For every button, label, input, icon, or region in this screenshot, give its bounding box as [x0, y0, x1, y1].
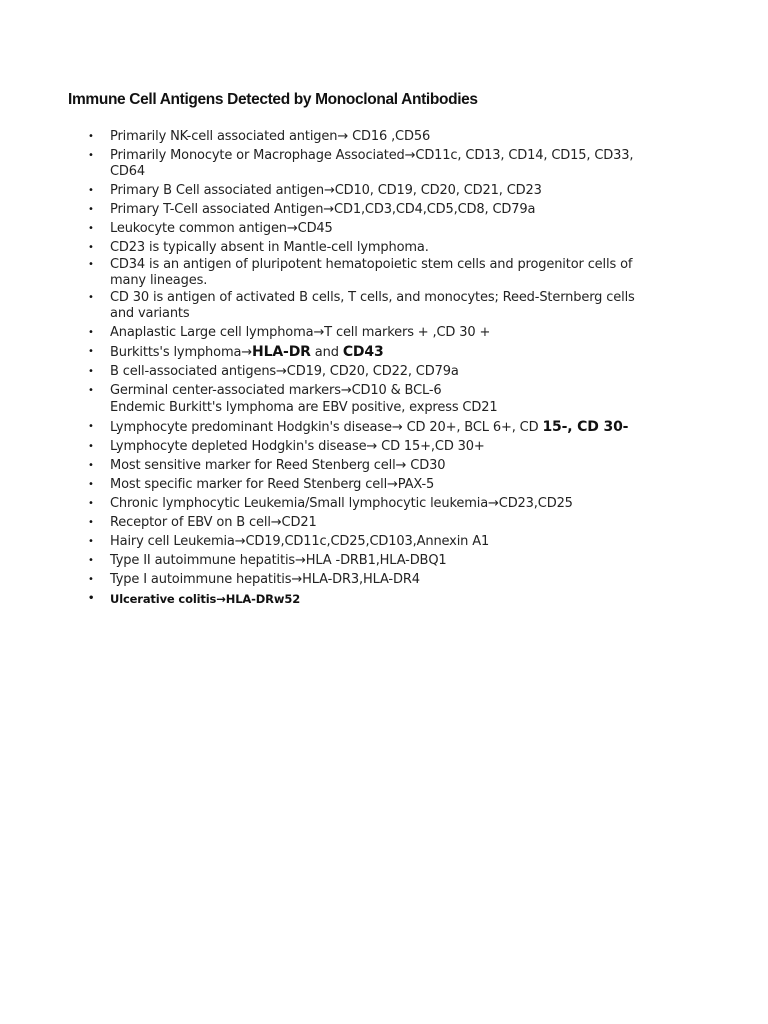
list-item-text: Burkitts's lymphoma→	[110, 345, 253, 360]
bullet-icon: •	[88, 346, 94, 357]
bullet-icon: •	[88, 150, 94, 161]
bullet-icon: •	[88, 259, 94, 270]
bullet-icon: •	[88, 479, 94, 490]
list-item-text: Most specific marker for Reed Stenberg cell→PAX-5	[110, 477, 435, 492]
bullet-icon: •	[88, 242, 94, 253]
bullet-icon: •	[88, 223, 94, 234]
list-item	[0, 591, 658, 607]
list-item	[0, 383, 658, 399]
list-item	[0, 553, 658, 569]
emphasis-text: CD43	[342, 344, 384, 360]
list-item-text: Endemic Burkitt's lymphoma are EBV positive, express CD21	[110, 400, 498, 415]
list-item	[0, 183, 658, 199]
list-item-text: Type I autoimmune hepatitis→HLA-DR3,HLA-DR4	[110, 572, 420, 587]
list-item	[0, 148, 658, 180]
list-item-text: Germinal center-associated markers→CD10 & BCL-6	[110, 383, 442, 398]
list-item-text: CD23 is typically absent in Mantle-cell lymphoma.	[110, 240, 429, 255]
list-item	[0, 257, 658, 289]
list-item-text: Most sensitive marker for Reed Stenberg cell→ CD30	[110, 458, 446, 473]
list-item-text: Lymphocyte predominant Hodgkin's disease→ CD 20+, BCL 6+, CD	[110, 420, 543, 435]
bullet-icon: •	[88, 366, 94, 377]
list-item	[0, 515, 658, 531]
bullet-icon: •	[88, 574, 94, 585]
document-title: Immune Cell Antigens Detected by Monoclonal Antibodies	[68, 91, 478, 108]
bullet-icon: •	[88, 131, 94, 142]
list-item-text: Primary T-Cell associated Antigen→CD1,CD3,CD4,CD5,CD8, CD79a	[110, 202, 536, 217]
list-item-text: and	[310, 345, 343, 360]
list-item	[0, 344, 658, 361]
bullet-icon: •	[88, 441, 94, 452]
bullet-icon: •	[88, 536, 94, 547]
list-item-text: B cell-associated antigens→CD19, CD20, CD22, CD79a	[110, 364, 459, 379]
list-item-text: Type II autoimmune hepatitis→HLA -DRB1,HLA-DBQ1	[110, 553, 447, 568]
list-item	[0, 572, 658, 588]
list-item	[0, 221, 658, 237]
bullet-icon: •	[88, 421, 94, 432]
bullet-icon: •	[88, 460, 94, 471]
list-item-text: Anaplastic Large cell lymphoma→T cell markers + ,CD 30 +	[110, 325, 491, 340]
list-item-text: Chronic lymphocytic Leukemia/Small lymphocytic leukemia→CD23,CD25	[110, 496, 573, 511]
bullet-icon: •	[88, 185, 94, 196]
bullet-icon: •	[88, 204, 94, 215]
bullet-icon: •	[88, 593, 95, 604]
list-item-text: Receptor of EBV on B cell→CD21	[110, 515, 317, 530]
list-item	[0, 240, 658, 256]
list-item-text: CD 30 is antigen of activated B cells, T cells, and monocytes; Reed-Sternberg cells and variants	[110, 290, 635, 321]
list-item-text: Hairy cell Leukemia→CD19,CD11c,CD25,CD103,Annexin A1	[110, 534, 490, 549]
list-item-text: Primarily NK-cell associated antigen→ CD16 ,CD56	[110, 129, 431, 144]
list-item-text: Ulcerative colitis→HLA-DRw52	[110, 592, 301, 606]
list-item-text: Primarily Monocyte or Macrophage Associated→CD11c, CD13, CD14, CD15, CD33, CD64	[110, 148, 634, 179]
list-item	[0, 364, 658, 380]
bullet-icon: •	[88, 385, 94, 396]
list-item	[0, 496, 658, 512]
list-item	[0, 202, 658, 218]
list-item	[0, 290, 658, 322]
list-item	[0, 458, 658, 474]
list-item	[0, 325, 658, 341]
list-item-text: Primary B Cell associated antigen→CD10, CD19, CD20, CD21, CD23	[110, 183, 542, 198]
list-item	[0, 534, 658, 550]
list-item-text: CD34 is an antigen of pluripotent hematopoietic stem cells and progenitor cells of many lineages.	[110, 257, 633, 288]
list-item	[0, 129, 658, 145]
list-item	[0, 477, 658, 493]
list-item	[0, 419, 658, 436]
antigen-bullet-list	[0, 129, 768, 610]
list-item	[0, 439, 658, 455]
emphasis-text: 15-, CD 30-	[542, 419, 629, 435]
list-item-text: Leukocyte common antigen→CD45	[110, 221, 333, 236]
bullet-icon: •	[88, 498, 94, 509]
bullet-icon: •	[88, 327, 94, 338]
emphasis-text: HLA-DR	[252, 344, 311, 360]
bullet-icon: •	[88, 517, 94, 528]
bullet-icon: •	[88, 292, 94, 303]
list-item-text: Lymphocyte depleted Hodgkin's disease→ CD 15+,CD 30+	[110, 439, 485, 454]
bullet-icon: •	[88, 555, 94, 566]
list-item-unbulleted	[0, 400, 658, 416]
